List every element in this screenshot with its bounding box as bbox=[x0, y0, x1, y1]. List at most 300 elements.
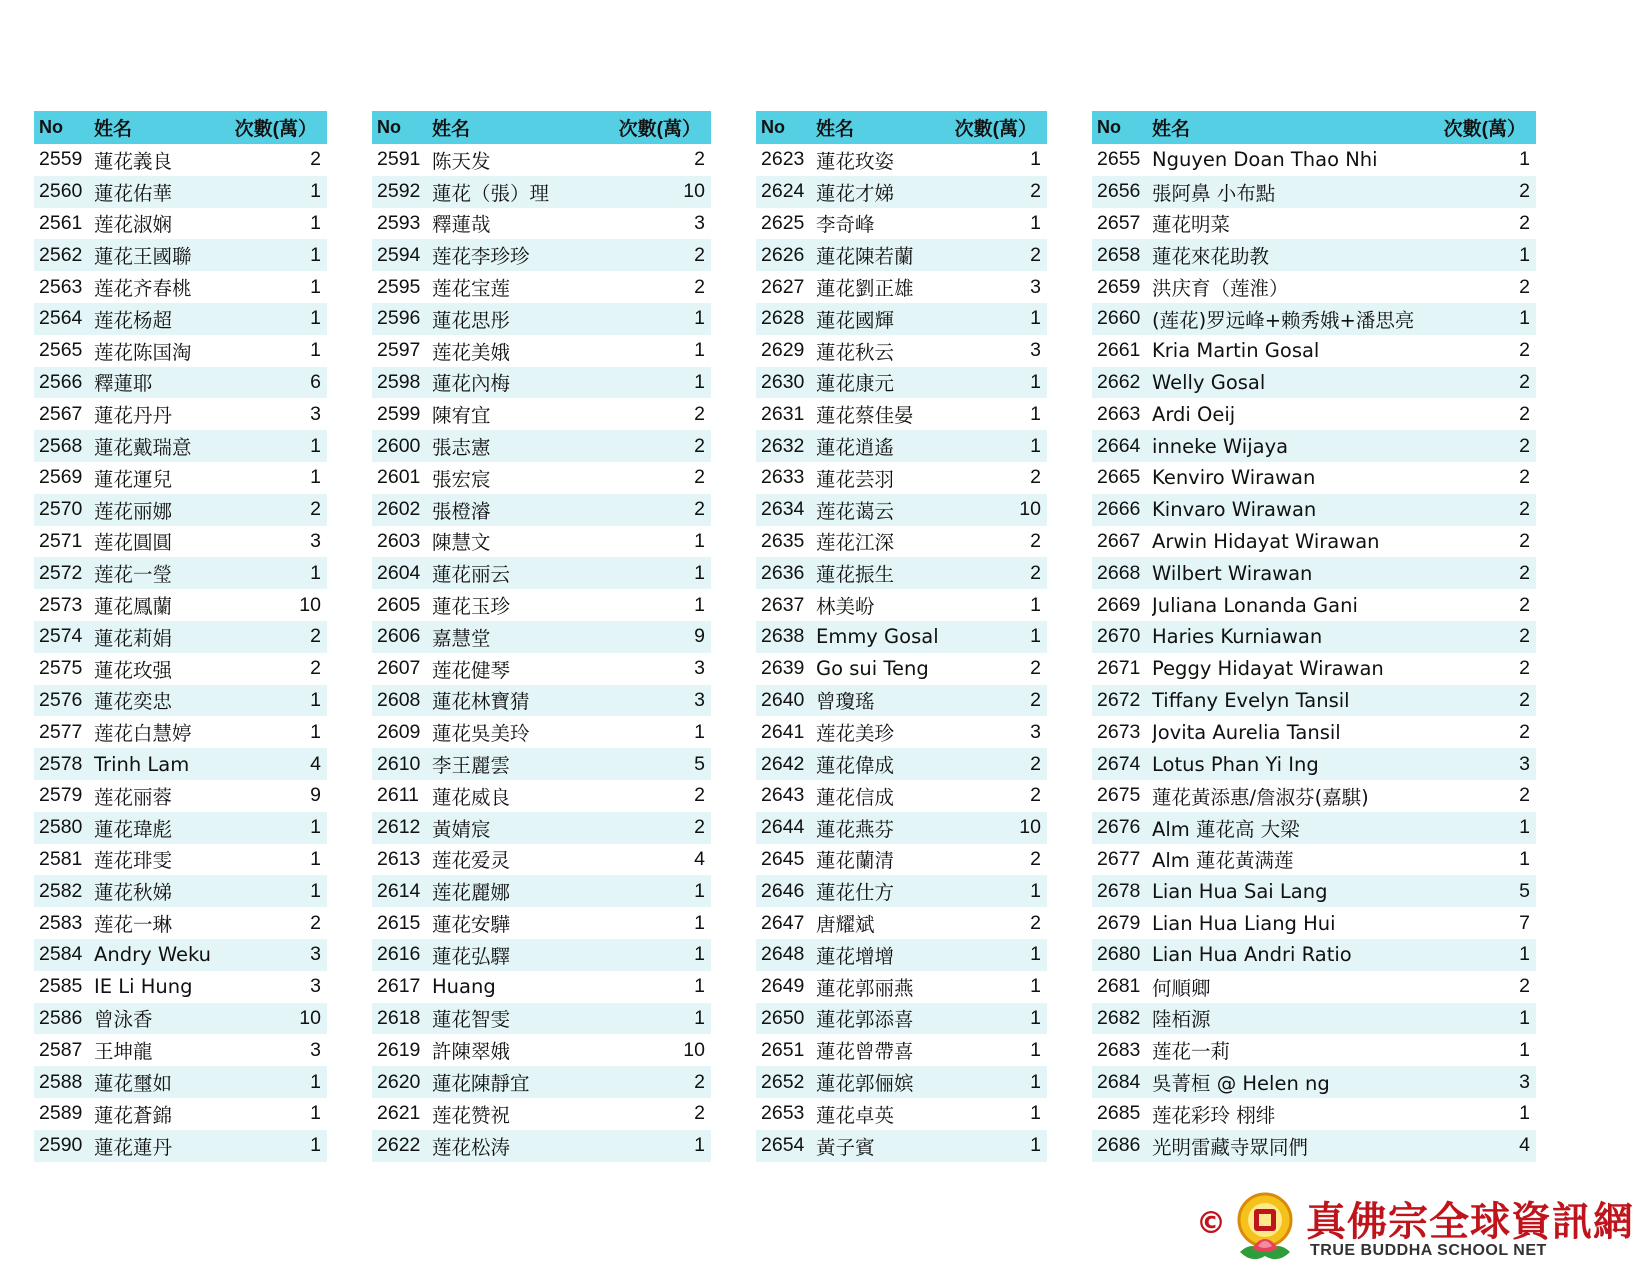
row-number: 2606 bbox=[377, 625, 421, 648]
row-number: 2684 bbox=[1097, 1070, 1141, 1093]
row-count: 1 bbox=[1030, 370, 1041, 393]
row-number: 2590 bbox=[39, 1134, 83, 1157]
row-number: 2648 bbox=[761, 943, 805, 966]
row-name: 蓮花秋云 bbox=[816, 340, 895, 364]
table-row bbox=[372, 1003, 711, 1035]
table-row bbox=[372, 780, 711, 812]
row-count: 5 bbox=[1519, 879, 1530, 902]
row-number: 2669 bbox=[1097, 593, 1141, 616]
table-row bbox=[1092, 1098, 1536, 1130]
row-number: 2661 bbox=[1097, 339, 1141, 362]
row-name: 蓮花璽如 bbox=[94, 1072, 173, 1095]
row-name: Wilbert Wirawan bbox=[1152, 561, 1313, 585]
row-number: 2649 bbox=[761, 975, 805, 998]
row-name: 張阿鼻 小布點 bbox=[1152, 181, 1276, 205]
table-row bbox=[1092, 430, 1536, 462]
row-count: 3 bbox=[1030, 720, 1041, 743]
table-row bbox=[756, 971, 1047, 1003]
row-count: 1 bbox=[1519, 1006, 1530, 1029]
row-count: 1 bbox=[694, 879, 705, 902]
table-row bbox=[756, 939, 1047, 971]
row-name: 蓮花奕忠 bbox=[94, 690, 173, 714]
row-name: 林美岎 bbox=[816, 595, 875, 619]
table-row bbox=[756, 239, 1047, 271]
row-name: Kria Martin Gosal bbox=[1152, 339, 1320, 363]
row-name: 莲花美娥 bbox=[432, 340, 511, 364]
header-no: No bbox=[1097, 117, 1121, 137]
row-name: Alm 蓮花高 大梁 bbox=[1152, 817, 1300, 841]
row-name: 莲花江深 bbox=[816, 531, 895, 555]
row-name: 莲花杨超 bbox=[94, 308, 173, 332]
row-number: 2612 bbox=[377, 816, 421, 839]
table-row bbox=[34, 335, 327, 367]
row-number: 2615 bbox=[377, 911, 421, 934]
row-count: 2 bbox=[1030, 688, 1041, 711]
table-row bbox=[372, 144, 711, 176]
table-row bbox=[372, 844, 711, 876]
table-row bbox=[34, 526, 327, 558]
row-name: 莲花丽蓉 bbox=[94, 785, 173, 809]
table-row bbox=[34, 557, 327, 589]
row-number: 2587 bbox=[39, 1038, 83, 1061]
table-body bbox=[34, 144, 327, 1162]
row-name: 蓮花戴瑞意 bbox=[94, 436, 192, 460]
row-name: 蓮花信成 bbox=[816, 785, 895, 809]
table-row bbox=[756, 716, 1047, 748]
row-number: 2574 bbox=[39, 625, 83, 648]
row-number: 2588 bbox=[39, 1070, 83, 1093]
table-row bbox=[756, 844, 1047, 876]
row-count: 2 bbox=[1519, 720, 1530, 743]
row-count: 10 bbox=[299, 1006, 321, 1029]
row-number: 2604 bbox=[377, 561, 421, 584]
row-name: Ardi Oeij bbox=[1152, 402, 1236, 426]
lotus-emblem-icon bbox=[1230, 1190, 1300, 1266]
row-count: 1 bbox=[694, 339, 705, 362]
row-count: 3 bbox=[310, 975, 321, 998]
row-name: 吳菁桓 @ Helen ng bbox=[1152, 1072, 1330, 1095]
table-row bbox=[1092, 1034, 1536, 1066]
table-row bbox=[1092, 621, 1536, 653]
row-name: 蓮花逍遙 bbox=[816, 436, 895, 460]
row-count: 1 bbox=[1030, 434, 1041, 457]
row-number: 2642 bbox=[761, 752, 805, 775]
table-row bbox=[34, 239, 327, 271]
table-row bbox=[372, 398, 711, 430]
row-name: Lian Hua Andri Ratio bbox=[1152, 943, 1352, 967]
table-row bbox=[756, 398, 1047, 430]
row-count: 10 bbox=[299, 593, 321, 616]
row-number: 2647 bbox=[761, 911, 805, 934]
table-row bbox=[34, 1130, 327, 1162]
row-count: 2 bbox=[1519, 688, 1530, 711]
row-number: 2620 bbox=[377, 1070, 421, 1093]
row-number: 2677 bbox=[1097, 847, 1141, 870]
site-footer bbox=[1196, 1188, 1634, 1268]
row-number: 2658 bbox=[1097, 243, 1141, 266]
header-no: No bbox=[39, 117, 63, 137]
row-number: 2628 bbox=[761, 307, 805, 330]
table-row bbox=[1092, 716, 1536, 748]
row-count: 1 bbox=[694, 975, 705, 998]
table-row bbox=[372, 462, 711, 494]
row-count: 3 bbox=[694, 211, 705, 234]
row-number: 2673 bbox=[1097, 720, 1141, 743]
row-count: 1 bbox=[694, 1006, 705, 1029]
table-row bbox=[34, 176, 327, 208]
row-name: 蓮花玉珍 bbox=[432, 595, 511, 619]
table-row bbox=[372, 303, 711, 335]
row-count: 2 bbox=[310, 625, 321, 648]
row-number: 2662 bbox=[1097, 370, 1141, 393]
row-count: 4 bbox=[310, 752, 321, 775]
header-name: 姓名 bbox=[1152, 118, 1191, 140]
row-number: 2576 bbox=[39, 688, 83, 711]
row-number: 2664 bbox=[1097, 434, 1141, 457]
row-count: 4 bbox=[694, 847, 705, 870]
row-name: 蓮花才娣 bbox=[816, 181, 895, 205]
row-name: 曾泳香 bbox=[94, 1008, 153, 1032]
row-number: 2657 bbox=[1097, 211, 1141, 234]
row-name: 唐耀斌 bbox=[816, 913, 875, 937]
row-count: 2 bbox=[1519, 561, 1530, 584]
row-count: 2 bbox=[1519, 180, 1530, 203]
row-name: 許陳翠娥 bbox=[432, 1040, 511, 1064]
row-number: 2568 bbox=[39, 434, 83, 457]
row-number: 2584 bbox=[39, 943, 83, 966]
row-name: 蓮花陳若蘭 bbox=[816, 245, 914, 269]
row-number: 2679 bbox=[1097, 911, 1141, 934]
row-name: 張宏宸 bbox=[432, 467, 491, 491]
table-row bbox=[34, 1098, 327, 1130]
row-number: 2562 bbox=[39, 243, 83, 266]
row-name: 蓮花丹丹 bbox=[94, 404, 173, 428]
row-count: 1 bbox=[1519, 1038, 1530, 1061]
header-count: 次數(萬） bbox=[1443, 119, 1526, 140]
row-number: 2579 bbox=[39, 784, 83, 807]
table-header bbox=[756, 111, 1047, 144]
row-name: 蓮花郭丽燕 bbox=[816, 976, 914, 1000]
row-name: 蓮花來花助教 bbox=[1152, 245, 1270, 269]
row-name: IE Li Hung bbox=[94, 975, 193, 999]
row-name: 蓮花丽云 bbox=[432, 563, 511, 587]
table-row bbox=[1092, 1066, 1536, 1098]
row-number: 2645 bbox=[761, 847, 805, 870]
row-count: 1 bbox=[694, 529, 705, 552]
table-row bbox=[1092, 780, 1536, 812]
table-row bbox=[756, 462, 1047, 494]
table-row bbox=[1092, 748, 1536, 780]
row-count: 9 bbox=[310, 784, 321, 807]
row-name: 莲花彩玲 栩绯 bbox=[1152, 1103, 1276, 1127]
row-name: 莲花齐春桃 bbox=[94, 277, 192, 301]
row-number: 2565 bbox=[39, 339, 83, 362]
table-row bbox=[372, 1098, 711, 1130]
row-number: 2685 bbox=[1097, 1102, 1141, 1125]
table-row bbox=[756, 589, 1047, 621]
row-name: 莲花美珍 bbox=[816, 722, 895, 746]
row-count: 1 bbox=[1030, 879, 1041, 902]
row-number: 2596 bbox=[377, 307, 421, 330]
row-number: 2655 bbox=[1097, 148, 1141, 171]
row-count: 1 bbox=[1519, 847, 1530, 870]
row-count: 1 bbox=[310, 211, 321, 234]
row-name: Trinh Lam bbox=[94, 752, 190, 776]
row-count: 1 bbox=[694, 370, 705, 393]
row-count: 1 bbox=[310, 847, 321, 870]
row-number: 2619 bbox=[377, 1038, 421, 1061]
row-number: 2663 bbox=[1097, 402, 1141, 425]
row-name: 莲花丽娜 bbox=[94, 499, 173, 523]
row-count: 1 bbox=[310, 816, 321, 839]
row-count: 1 bbox=[310, 243, 321, 266]
table-row bbox=[756, 1130, 1047, 1162]
row-number: 2595 bbox=[377, 275, 421, 298]
row-name: 蓮花莉娟 bbox=[94, 626, 173, 650]
row-number: 2603 bbox=[377, 529, 421, 552]
row-name: 莲花健琴 bbox=[432, 658, 511, 682]
header-count: 次數(萬） bbox=[954, 119, 1037, 140]
row-name: 王坤龍 bbox=[94, 1040, 153, 1064]
row-count: 2 bbox=[1519, 625, 1530, 648]
table-row bbox=[34, 367, 327, 399]
row-count: 1 bbox=[1030, 148, 1041, 171]
row-name: 光明雷藏寺眾同們 bbox=[1152, 1135, 1309, 1159]
table-row bbox=[1092, 907, 1536, 939]
row-count: 3 bbox=[310, 402, 321, 425]
row-name: Welly Gosal bbox=[1152, 370, 1266, 394]
row-count: 2 bbox=[1030, 752, 1041, 775]
row-count: 1 bbox=[310, 180, 321, 203]
row-number: 2639 bbox=[761, 657, 805, 680]
row-name: 莲花白慧婷 bbox=[94, 722, 192, 746]
row-name: 曾瓊瑤 bbox=[816, 690, 875, 714]
table-row bbox=[372, 1066, 711, 1098]
row-number: 2646 bbox=[761, 879, 805, 902]
row-count: 2 bbox=[694, 402, 705, 425]
table-row bbox=[756, 780, 1047, 812]
row-name: 何順卿 bbox=[1152, 976, 1211, 1000]
row-count: 1 bbox=[310, 1134, 321, 1157]
row-count: 2 bbox=[310, 498, 321, 521]
row-name: 蓮花瑋彪 bbox=[94, 817, 173, 841]
row-number: 2569 bbox=[39, 466, 83, 489]
row-count: 1 bbox=[694, 720, 705, 743]
row-number: 2592 bbox=[377, 180, 421, 203]
table-row bbox=[372, 239, 711, 271]
row-name: 蓮花明菜 bbox=[1152, 213, 1231, 237]
row-number: 2683 bbox=[1097, 1038, 1141, 1061]
row-number: 2625 bbox=[761, 211, 805, 234]
row-number: 2613 bbox=[377, 847, 421, 870]
row-name: 蓮花運兒 bbox=[94, 467, 173, 491]
row-name: Arwin Hidayat Wirawan bbox=[1152, 529, 1380, 553]
table-row bbox=[372, 557, 711, 589]
row-number: 2602 bbox=[377, 498, 421, 521]
row-name: 莲花蔼云 bbox=[816, 499, 895, 523]
row-number: 2605 bbox=[377, 593, 421, 616]
row-name: 張橙濬 bbox=[432, 499, 491, 523]
table-row bbox=[756, 653, 1047, 685]
row-count: 1 bbox=[1030, 1070, 1041, 1093]
table-row bbox=[1092, 494, 1536, 526]
table-row bbox=[34, 271, 327, 303]
row-count: 2 bbox=[1519, 975, 1530, 998]
row-number: 2582 bbox=[39, 879, 83, 902]
table-row bbox=[1092, 557, 1536, 589]
row-name: Kenviro Wirawan bbox=[1152, 466, 1316, 490]
row-number: 2581 bbox=[39, 847, 83, 870]
row-name: 蓮花吳美玲 bbox=[432, 722, 530, 746]
row-count: 2 bbox=[1519, 466, 1530, 489]
row-number: 2623 bbox=[761, 148, 805, 171]
row-count: 1 bbox=[1030, 975, 1041, 998]
row-name: 蓮花國輝 bbox=[816, 308, 895, 332]
row-number: 2632 bbox=[761, 434, 805, 457]
row-number: 2609 bbox=[377, 720, 421, 743]
table-row bbox=[1092, 971, 1536, 1003]
row-count: 1 bbox=[310, 561, 321, 584]
row-name: 蓮花偉成 bbox=[816, 754, 895, 778]
row-name: Lian Hua Sai Lang bbox=[1152, 879, 1328, 903]
row-name: 洪庆育（莲淮） bbox=[1152, 277, 1289, 301]
row-count: 2 bbox=[694, 498, 705, 521]
row-count: 1 bbox=[694, 943, 705, 966]
row-name: 蓮花燕芬 bbox=[816, 817, 895, 841]
row-count: 2 bbox=[694, 243, 705, 266]
row-name: 蓮花曾帶喜 bbox=[816, 1040, 914, 1064]
row-name: 蓮花增增 bbox=[816, 944, 895, 968]
row-count: 1 bbox=[310, 720, 321, 743]
row-number: 2577 bbox=[39, 720, 83, 743]
table-row bbox=[756, 335, 1047, 367]
row-name: 莲花一瑩 bbox=[94, 563, 173, 587]
row-name: 蓮花仕方 bbox=[816, 881, 895, 905]
table-row bbox=[34, 430, 327, 462]
row-name: 蓮花振生 bbox=[816, 563, 895, 587]
table-row bbox=[372, 430, 711, 462]
table-row bbox=[372, 653, 711, 685]
row-count: 1 bbox=[694, 911, 705, 934]
row-number: 2659 bbox=[1097, 275, 1141, 298]
row-count: 10 bbox=[1019, 498, 1041, 521]
row-number: 2666 bbox=[1097, 498, 1141, 521]
table-row bbox=[756, 430, 1047, 462]
header-name: 姓名 bbox=[94, 118, 133, 140]
row-name: 蓮花蒼錦 bbox=[94, 1103, 173, 1127]
row-number: 2586 bbox=[39, 1006, 83, 1029]
table-row bbox=[1092, 939, 1536, 971]
row-name: Alm 蓮花黃满莲 bbox=[1152, 849, 1294, 873]
row-count: 2 bbox=[310, 911, 321, 934]
table-row bbox=[1092, 1003, 1536, 1035]
table-row bbox=[34, 398, 327, 430]
row-number: 2651 bbox=[761, 1038, 805, 1061]
row-name: 莲花一莉 bbox=[1152, 1040, 1231, 1064]
table-row bbox=[1092, 812, 1536, 844]
row-count: 1 bbox=[1030, 1102, 1041, 1125]
row-number: 2583 bbox=[39, 911, 83, 934]
header-no: No bbox=[377, 117, 401, 137]
row-number: 2578 bbox=[39, 752, 83, 775]
row-name: 蓮花劉正雄 bbox=[816, 277, 914, 301]
row-number: 2614 bbox=[377, 879, 421, 902]
row-count: 3 bbox=[1519, 752, 1530, 775]
row-count: 10 bbox=[683, 180, 705, 203]
row-count: 1 bbox=[1519, 243, 1530, 266]
row-number: 2571 bbox=[39, 529, 83, 552]
row-count: 2 bbox=[1519, 339, 1530, 362]
row-count: 2 bbox=[1030, 561, 1041, 584]
table-row bbox=[34, 462, 327, 494]
table-row bbox=[34, 208, 327, 240]
table-row bbox=[372, 526, 711, 558]
row-name: Peggy Hidayat Wirawan bbox=[1152, 657, 1384, 681]
row-name: 蓮花林寶猜 bbox=[432, 690, 530, 714]
table-row bbox=[1092, 589, 1536, 621]
table-row bbox=[756, 526, 1047, 558]
row-number: 2660 bbox=[1097, 307, 1141, 330]
table-row bbox=[34, 716, 327, 748]
row-name: 莲花李珍珍 bbox=[432, 245, 530, 269]
row-count: 1 bbox=[1030, 1006, 1041, 1029]
table-row bbox=[34, 971, 327, 1003]
row-name: 蓮花弘驛 bbox=[432, 944, 511, 968]
row-name: 蓮花郭俪嫔 bbox=[816, 1072, 914, 1095]
row-count: 2 bbox=[1519, 784, 1530, 807]
row-number: 2686 bbox=[1097, 1134, 1141, 1157]
row-name: 釋蓮哉 bbox=[432, 213, 491, 237]
row-name: 蓮花佑華 bbox=[94, 181, 173, 205]
table-header bbox=[1092, 111, 1536, 144]
row-number: 2626 bbox=[761, 243, 805, 266]
row-name: 蓮花卓英 bbox=[816, 1103, 895, 1127]
row-number: 2641 bbox=[761, 720, 805, 743]
table-row bbox=[34, 844, 327, 876]
row-count: 1 bbox=[310, 879, 321, 902]
row-count: 3 bbox=[694, 688, 705, 711]
row-name: 莲花淑娴 bbox=[94, 213, 173, 237]
row-number: 2573 bbox=[39, 593, 83, 616]
row-name: 蓮花康元 bbox=[816, 372, 895, 396]
row-number: 2637 bbox=[761, 593, 805, 616]
row-count: 3 bbox=[1030, 339, 1041, 362]
row-name: 莲花松涛 bbox=[432, 1135, 511, 1159]
table-row bbox=[756, 812, 1047, 844]
row-count: 2 bbox=[1519, 434, 1530, 457]
row-name: Kinvaro Wirawan bbox=[1152, 498, 1317, 522]
table-row bbox=[34, 144, 327, 176]
table-row bbox=[34, 589, 327, 621]
row-name: 李奇峰 bbox=[816, 213, 875, 237]
row-count: 1 bbox=[1030, 307, 1041, 330]
table-row bbox=[1092, 685, 1536, 717]
table-row bbox=[1092, 398, 1536, 430]
row-number: 2633 bbox=[761, 466, 805, 489]
row-number: 2671 bbox=[1097, 657, 1141, 680]
table-row bbox=[34, 939, 327, 971]
table-row bbox=[1092, 271, 1536, 303]
row-count: 1 bbox=[310, 1070, 321, 1093]
row-count: 1 bbox=[1519, 943, 1530, 966]
row-number: 2607 bbox=[377, 657, 421, 680]
row-name: 蓮花思彤 bbox=[432, 308, 511, 332]
row-number: 2654 bbox=[761, 1134, 805, 1157]
table-row bbox=[1092, 208, 1536, 240]
table-row bbox=[372, 621, 711, 653]
row-name: Emmy Gosal bbox=[816, 625, 939, 649]
row-number: 2575 bbox=[39, 657, 83, 680]
